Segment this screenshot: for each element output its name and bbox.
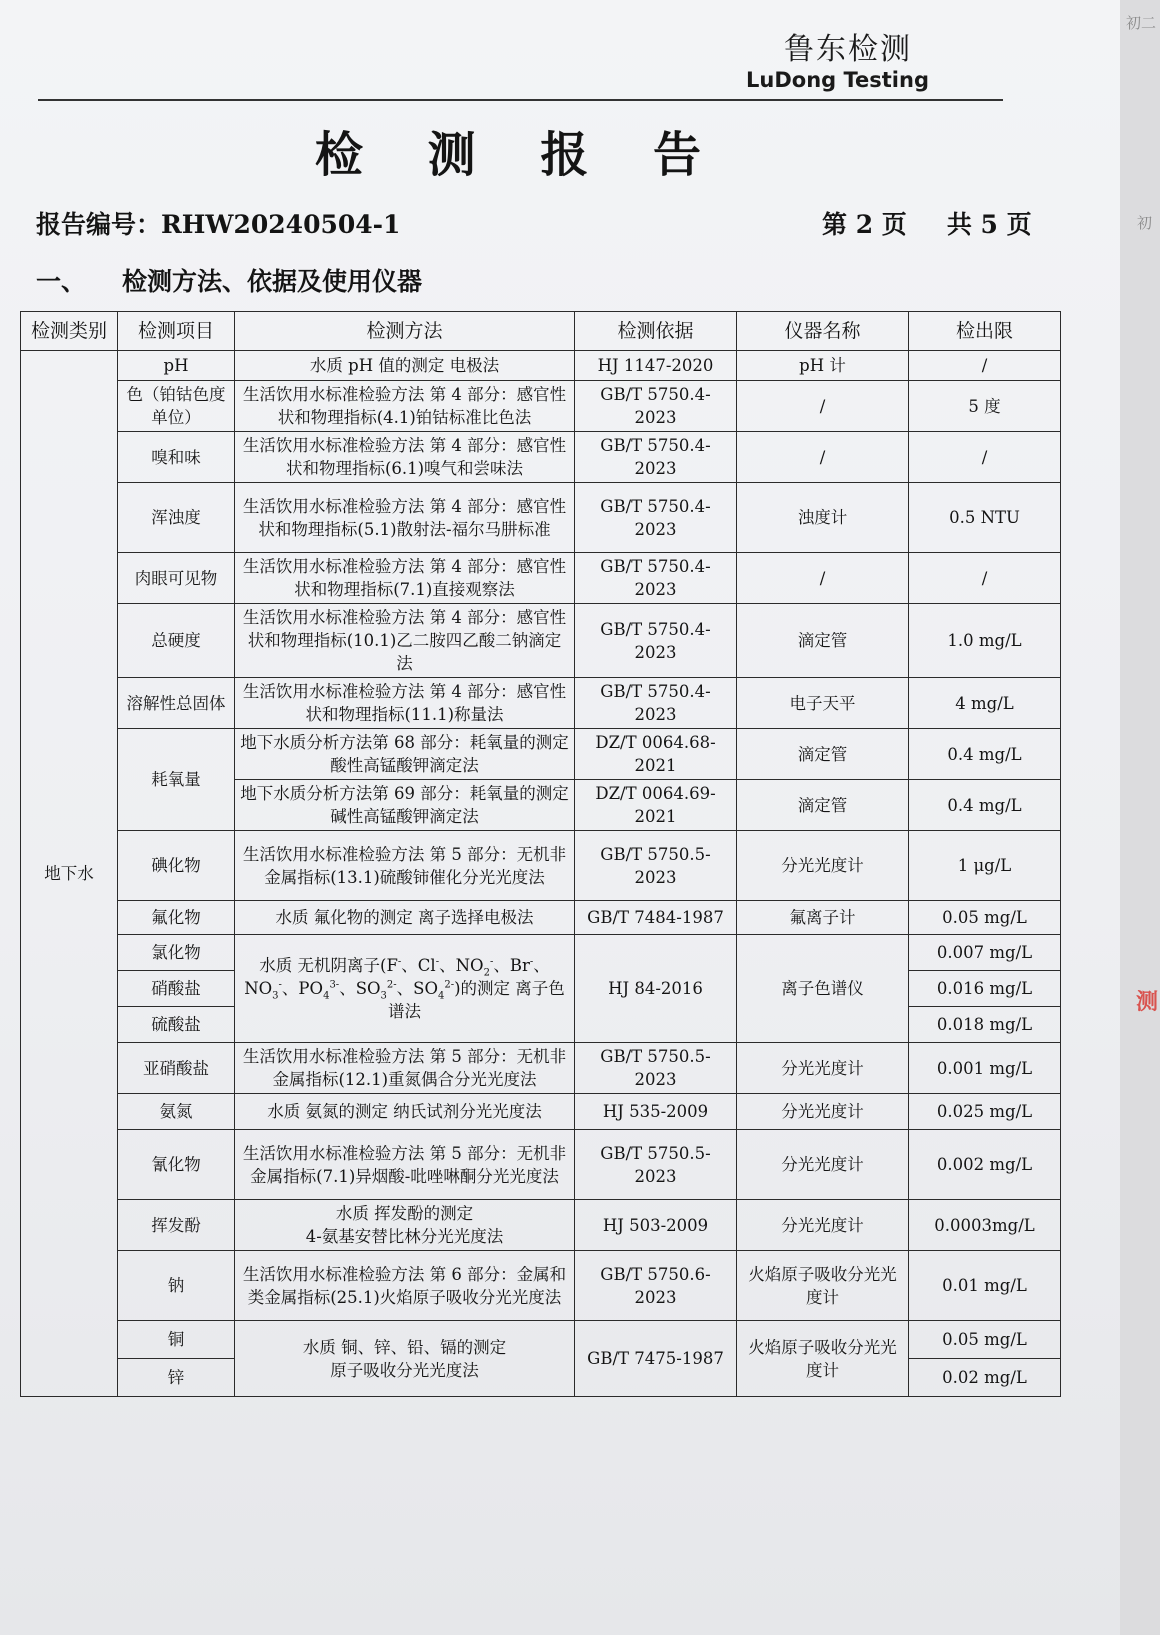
basis-cell: GB/T 5750.4-2023	[575, 483, 737, 553]
basis-cell: GB/T 5750.4-2023	[575, 678, 737, 729]
instrument-cell: 浊度计	[737, 483, 909, 553]
basis-cell: GB/T 5750.4-2023	[575, 381, 737, 432]
report-number-label: 报告编号：	[36, 210, 162, 239]
limit-cell: 0.018 mg/L	[909, 1007, 1061, 1043]
limit-cell: 0.01 mg/L	[909, 1251, 1061, 1321]
header-cell: 仪器名称	[737, 312, 909, 351]
adjacent-page-strip	[1120, 0, 1160, 1635]
limit-cell: 0.4 mg/L	[909, 780, 1061, 831]
basis-cell: HJ 535-2009	[575, 1094, 737, 1130]
header-cell: 检测类别	[21, 312, 118, 351]
method-cell: 水质 铜、锌、铅、镉的测定 原子吸收分光光度法	[235, 1321, 575, 1397]
item-cell: 氰化物	[118, 1130, 235, 1200]
limit-cell: 0.02 mg/L	[909, 1359, 1061, 1397]
method-cell: 地下水质分析方法第 69 部分：耗氧量的测定 碱性高锰酸钾滴定法	[235, 780, 575, 831]
table-row	[21, 553, 1061, 604]
method-cell: 生活饮用水标准检验方法 第 4 部分：感官性状和物理指标(7.1)直接观察法	[235, 553, 575, 604]
method-cell: 生活饮用水标准检验方法 第 5 部分：无机非金属指标(12.1)重氮偶合分光光度法	[235, 1043, 575, 1094]
basis-cell: GB/T 5750.4-2023	[575, 432, 737, 483]
item-cell: 硫酸盐	[118, 1007, 235, 1043]
table-row	[21, 1130, 1061, 1200]
limit-cell: 4 mg/L	[909, 678, 1061, 729]
instrument-cell: /	[737, 553, 909, 604]
limit-cell: /	[909, 351, 1061, 381]
instrument-cell: 滴定管	[737, 780, 909, 831]
header-cell: 检出限	[909, 312, 1061, 351]
table-row	[21, 1321, 1061, 1359]
item-cell: 溶解性总固体	[118, 678, 235, 729]
report-number-value: RHW20240504-1	[161, 210, 401, 239]
basis-cell: GB/T 5750.5-2023	[575, 831, 737, 901]
method-cell: 生活饮用水标准检验方法 第 4 部分：感官性状和物理指标(4.1)铂钴标准比色法	[235, 381, 575, 432]
item-cell: 碘化物	[118, 831, 235, 901]
item-cell: 挥发酚	[118, 1200, 235, 1251]
basis-cell: GB/T 7484-1987	[575, 901, 737, 935]
brand-name-en: LuDong Testing	[746, 68, 929, 92]
table-row	[21, 901, 1061, 935]
table-row	[21, 831, 1061, 901]
table-row	[21, 1200, 1061, 1251]
limit-cell: 0.4 mg/L	[909, 729, 1061, 780]
instrument-cell: 分光光度计	[737, 1094, 909, 1130]
method-cell: 地下水质分析方法第 68 部分：耗氧量的测定 酸性高锰酸钾滴定法	[235, 729, 575, 780]
page-total: 共 5 页	[946, 210, 1032, 239]
item-cell: 耗氧量	[118, 729, 235, 831]
instrument-cell: 滴定管	[737, 729, 909, 780]
brand-name-cn: 鲁东检测	[784, 32, 912, 67]
item-cell: pH	[118, 351, 235, 381]
method-cell: 水质 氟化物的测定 离子选择电极法	[235, 901, 575, 935]
instrument-cell: 滴定管	[737, 604, 909, 678]
section-title: 检测方法、依据及使用仪器	[122, 267, 423, 296]
basis-cell: HJ 503-2009	[575, 1200, 737, 1251]
item-cell: 硝酸盐	[118, 971, 235, 1007]
method-cell: 水质 pH 值的测定 电极法	[235, 351, 575, 381]
item-cell: 总硬度	[118, 604, 235, 678]
instrument-cell: 电子天平	[737, 678, 909, 729]
methods-table	[20, 311, 1061, 1397]
instrument-cell: /	[737, 432, 909, 483]
method-cell: 生活饮用水标准检验方法 第 4 部分：感官性状和物理指标(10.1)乙二胺四乙酸二钠滴定法	[235, 604, 575, 678]
basis-cell: HJ 84-2016	[575, 935, 737, 1043]
category-cell: 地下水	[21, 351, 118, 1397]
table-row	[21, 678, 1061, 729]
section-heading	[36, 262, 422, 298]
stamp-fragment: 测	[1135, 989, 1158, 1015]
basis-cell: GB/T 5750.6-2023	[575, 1251, 737, 1321]
basis-cell: GB/T 5750.5-2023	[575, 1043, 737, 1094]
header-rule	[38, 99, 1003, 101]
method-cell: 生活饮用水标准检验方法 第 5 部分：无机非金属指标(7.1)异烟酸-吡唑啉酮分光光度法	[235, 1130, 575, 1200]
table-row	[21, 1251, 1061, 1321]
limit-cell: 0.5 NTU	[909, 483, 1061, 553]
margin-note-side: 初	[1136, 214, 1152, 232]
basis-cell: GB/T 5750.4-2023	[575, 604, 737, 678]
instrument-cell: pH 计	[737, 351, 909, 381]
method-cell: 水质 无机阴离子(F-、Cl-、$NO_2^-$、Br-、$NO_3^-$、$PO_4^{3-}$、$SO_3^{2-}$、$SO_4^{2-}$)的测定 离子色谱法	[235, 935, 575, 1043]
instrument-cell: 氟离子计	[737, 901, 909, 935]
item-cell: 钠	[118, 1251, 235, 1321]
basis-cell: DZ/T 0064.69-2021	[575, 780, 737, 831]
item-cell: 肉眼可见物	[118, 553, 235, 604]
document-title: 检 测 报 告	[314, 127, 726, 183]
method-cell: 生活饮用水标准检验方法 第 5 部分：无机非金属指标(13.1)硫酸铈催化分光光度法	[235, 831, 575, 901]
item-cell: 氨氮	[118, 1094, 235, 1130]
table-row	[21, 1094, 1061, 1130]
method-cell: 水质 氨氮的测定 纳氏试剂分光光度法	[235, 1094, 575, 1130]
table-header-row	[21, 312, 1061, 351]
item-cell: 锌	[118, 1359, 235, 1397]
table-row	[21, 729, 1061, 780]
table-row	[21, 432, 1061, 483]
header-cell: 检测方法	[235, 312, 575, 351]
item-cell: 色（铂钴色度单位）	[118, 381, 235, 432]
limit-cell: 0.002 mg/L	[909, 1130, 1061, 1200]
limit-cell: 1.0 mg/L	[909, 604, 1061, 678]
instrument-cell: 分光光度计	[737, 831, 909, 901]
basis-cell: GB/T 5750.4-2023	[575, 553, 737, 604]
item-cell: 铜	[118, 1321, 235, 1359]
limit-cell: 1 μg/L	[909, 831, 1061, 901]
basis-cell: GB/T 7475-1987	[575, 1321, 737, 1397]
table-row	[21, 1043, 1061, 1094]
method-cell: 生活饮用水标准检验方法 第 4 部分：感官性状和物理指标(6.1)嗅气和尝味法	[235, 432, 575, 483]
method-cell: 水质 挥发酚的测定 4-氨基安替比林分光光度法	[235, 1200, 575, 1251]
limit-cell: /	[909, 432, 1061, 483]
instrument-cell: 离子色谱仪	[737, 935, 909, 1043]
table-row	[21, 604, 1061, 678]
table-row	[21, 381, 1061, 432]
basis-cell: HJ 1147-2020	[575, 351, 737, 381]
method-cell: 生活饮用水标准检验方法 第 6 部分：金属和类金属指标(25.1)火焰原子吸收分光光度法	[235, 1251, 575, 1321]
page-indicator	[822, 205, 1032, 241]
header-cell: 检测项目	[118, 312, 235, 351]
section-number: 一、	[36, 267, 87, 296]
limit-cell: 0.05 mg/L	[909, 1321, 1061, 1359]
instrument-cell: 分光光度计	[737, 1200, 909, 1251]
limit-cell: 0.05 mg/L	[909, 901, 1061, 935]
instrument-cell: /	[737, 381, 909, 432]
method-cell: 生活饮用水标准检验方法 第 4 部分：感官性状和物理指标(5.1)散射法-福尔马肼标准	[235, 483, 575, 553]
instrument-cell: 分光光度计	[737, 1130, 909, 1200]
table-row	[21, 935, 1061, 971]
table-row	[21, 483, 1061, 553]
item-cell: 亚硝酸盐	[118, 1043, 235, 1094]
header-cell: 检测依据	[575, 312, 737, 351]
limit-cell: 0.016 mg/L	[909, 971, 1061, 1007]
margin-note-top: 初二	[1125, 14, 1156, 32]
limit-cell: 0.007 mg/L	[909, 935, 1061, 971]
report-number	[36, 205, 400, 241]
instrument-cell: 分光光度计	[737, 1043, 909, 1094]
basis-cell: GB/T 5750.5-2023	[575, 1130, 737, 1200]
limit-cell: /	[909, 553, 1061, 604]
method-cell: 生活饮用水标准检验方法 第 4 部分：感官性状和物理指标(11.1)称量法	[235, 678, 575, 729]
instrument-cell: 火焰原子吸收分光光度计	[737, 1321, 909, 1397]
limit-cell: 5 度	[909, 381, 1061, 432]
table-row	[21, 351, 1061, 381]
page-current: 第 2 页	[822, 210, 907, 239]
item-cell: 氟化物	[118, 901, 235, 935]
item-cell: 嗅和味	[118, 432, 235, 483]
item-cell: 浑浊度	[118, 483, 235, 553]
basis-cell: DZ/T 0064.68-2021	[575, 729, 737, 780]
item-cell: 氯化物	[118, 935, 235, 971]
instrument-cell: 火焰原子吸收分光光度计	[737, 1251, 909, 1321]
limit-cell: 0.025 mg/L	[909, 1094, 1061, 1130]
limit-cell: 0.001 mg/L	[909, 1043, 1061, 1094]
limit-cell: 0.0003mg/L	[909, 1200, 1061, 1251]
